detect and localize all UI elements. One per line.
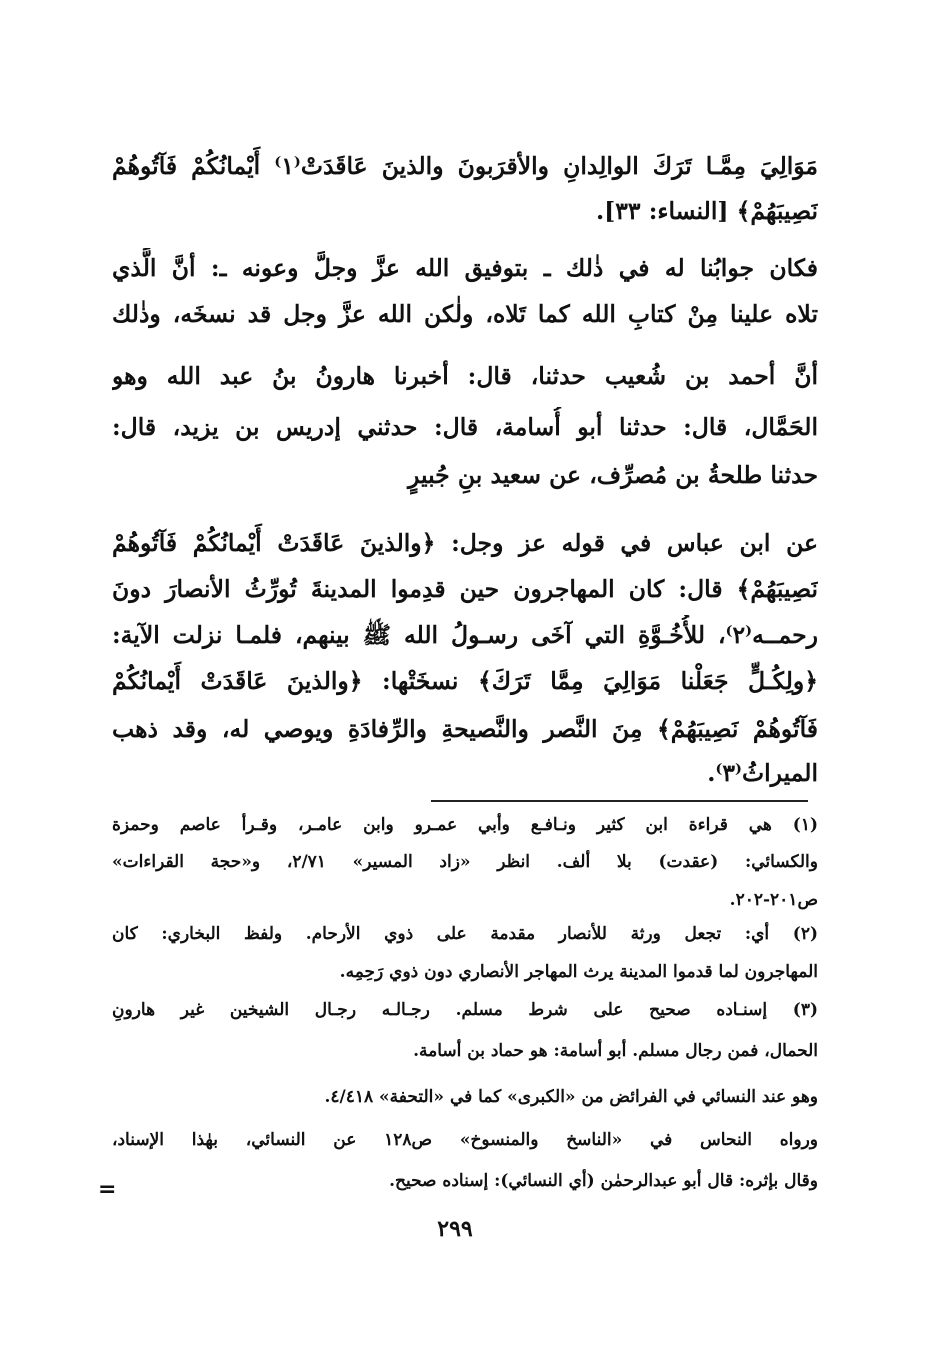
- main-text-line: نَصِيبَهُمْ﴾ [النساء: ٣٣].: [595, 197, 818, 225]
- main-text-line: فكان جوابُنا له في ذٰلك ـ بتوفيق الله عزَّ وجلَّ وعونه ـ: أنَّ الَّذي: [112, 254, 818, 282]
- footnote-line: ص٢٠١-٢٠٢.: [729, 890, 818, 910]
- main-text-line: تلاه علينا مِنْ كتابِ الله كما تَلاه، ولٰكن الله عزَّ وجل قد نسخَه، وذٰلك: [112, 300, 818, 328]
- footnote-line: (٣) إسنـاده صحيح على شرط مسلم. رجـالـه رجـال الشيخين غير هارونِ: [112, 1000, 818, 1020]
- footnote-line: (٢) أي: تجعل ورثة للأنصار مقدمة على ذوي الأرحام. ولفظ البخاري: كان: [112, 924, 818, 944]
- main-text-line: الميراثُ⁽٣⁾.: [707, 759, 818, 787]
- footnote-line: وقال بإثره: قال أبو عبدالرحمٰن (أي النسائي): إسناده صحيح.: [389, 1171, 818, 1191]
- footnote-line: وهو عند النسائي في الفرائض من «الكبرى» كما في «التحفة» ٤/٤١٨.: [324, 1087, 818, 1107]
- footnote-line: (١) هي قراءة ابن كثير ونـافـع وأبي عمـرو وابن عامـر، وقـرأ عاصم وحمزة: [112, 815, 818, 835]
- main-text-line: أنَّ أحمد بن شُعيب حدثنا، قال: أخبرنا هارونُ بنُ عبد الله وهو: [112, 362, 818, 390]
- main-text-line: مَوَالِيَ مِمَّـا تَرَكَ الوالِدانِ والأقرَبونَ والذينَ عَاقَدَتْ⁽١⁾ أَيْمانُكُمْ فَآتُوهُمْ: [112, 152, 818, 180]
- footnote-line: الحمال، فمن رجال مسلم. أبو أسامة: هو حماد بن أسامة.: [413, 1041, 818, 1061]
- footnote-divider: [431, 800, 808, 802]
- footnote-line: والكسائي: (عقدت) بلا ألف. انظر «زاد المسير» ٢/٧١، و«حجة القراءات»: [112, 852, 818, 872]
- continuation-marker: =: [98, 1177, 117, 1202]
- footnote-line: ورواه النحاس في «الناسخ والمنسوخ» ص١٢٨ عن النسائي، بهٰذا الإسناد،: [112, 1130, 818, 1150]
- main-text-line: ﴿ولِكُـلٍّ جَعَلْنا مَوَالِيَ مِمَّا تَرَكَ﴾ نسخَتْها: ﴿والذينَ عَاقَدَتْ أَيْمانُكُمْ: [112, 667, 818, 695]
- main-text-line: فَآتُوهُمْ نَصِيبَهُمْ﴾ مِنَ النَّصر والنَّصيحةِ والرِّفادَةِ ويوصي له، وقد ذهب: [112, 715, 818, 743]
- page-number: ٢٩٩: [437, 1216, 473, 1242]
- main-text-line: نَصِيبَهُمْ﴾ قال: كان المهاجرون حين قدِموا المدينةَ تُورِّثُ الأنصارَ دونَ: [112, 575, 818, 603]
- footnote-line: المهاجرون لما قدموا المدينة يرث المهاجر الأنصاري دون ذوي رَحِمِه.: [339, 962, 818, 982]
- main-text-line: عن ابن عباس في قوله عز وجل: ﴿والذينَ عَاقَدَتْ أَيْمانُكُمْ فَآتُوهُمْ: [112, 529, 818, 557]
- main-text-line: الحَمَّال، قال: حدثنا أبو أُسامة، قال: حدثني إدريس بن يزيد، قال:: [112, 413, 818, 441]
- main-text-line: رحمــه⁽٢⁾، للأُخُـوَّةِ التي آخَى رسـولُ الله ﷺ بينهم، فلمـا نزلت الآية:: [112, 621, 818, 649]
- main-text-line: حدثنا طلحةُ بن مُصرِّف، عن سعيد بنِ جُبيرٍ: [408, 461, 818, 489]
